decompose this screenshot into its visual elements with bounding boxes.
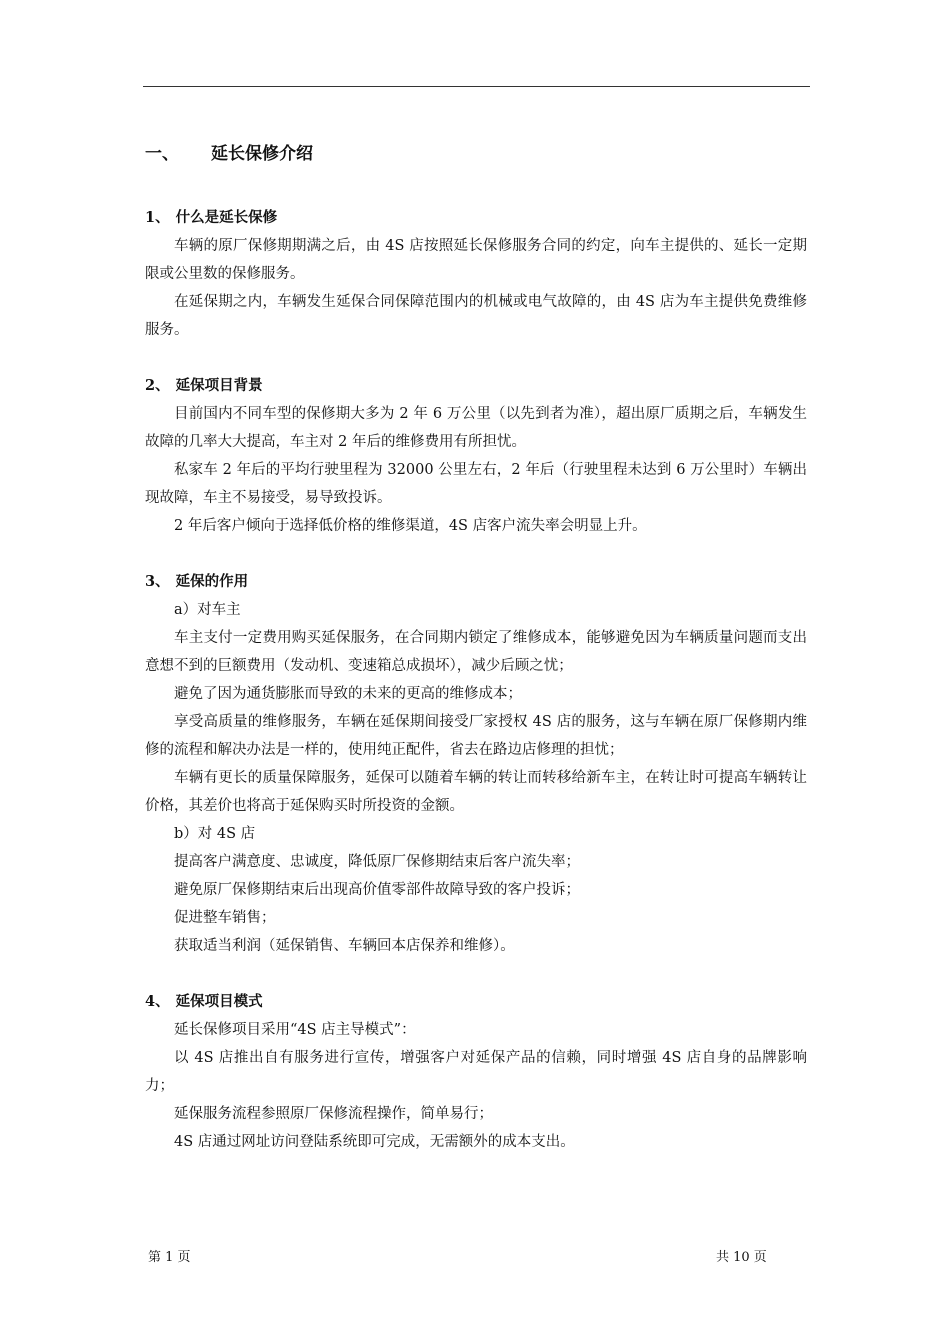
page-total: 共 10 页	[716, 1250, 767, 1265]
sections	[145, 204, 807, 1156]
paragraph: 避免原厂保修期结束后出现高价值零部件故障导致的客户投诉；	[174, 882, 580, 898]
section-title: 延保项目模式	[175, 993, 263, 1010]
paragraph: 车辆的原厂保修期期满之后，由 4S 店按照延长保修服务合同的约定，向车主提供的、延长一定期限或公里数的保修服务。	[145, 238, 807, 282]
chapter-title: 延长保修介绍	[211, 144, 313, 164]
header-rule	[143, 86, 810, 87]
paragraph: 避免了因为通货膨胀而导致的未来的更高的维修成本；	[174, 686, 522, 702]
section-title: 什么是延长保修	[175, 209, 278, 226]
paragraph: 2 年后客户倾向于选择低价格的维修渠道，4S 店客户流失率会明显上升。	[174, 518, 647, 534]
section-number: 4、	[145, 993, 170, 1010]
section	[145, 372, 807, 540]
section-number: 2、	[145, 377, 170, 394]
section	[145, 568, 807, 960]
paragraph: 私家车 2 年后的平均行驶里程为 32000 公里左右，2 年后（行驶里程未达到 6 万公里时）车辆出现故障，车主不易接受，易导致投诉。	[145, 462, 807, 506]
paragraph: 促进整车销售；	[174, 910, 276, 926]
paragraph: 车主支付一定费用购买延保服务，在合同期内锁定了维修成本，能够避免因为车辆质量问题而支出意想不到的巨额费用（发动机、变速箱总成损坏），减少后顾之忧；	[145, 630, 807, 674]
section-title: 延保的作用	[175, 573, 249, 590]
paragraph: 延保服务流程参照原厂保修流程操作，简单易行；	[174, 1106, 493, 1122]
section-heading	[145, 568, 807, 596]
section-heading	[145, 204, 807, 232]
subheading: b）对 4S 店	[174, 826, 256, 842]
paragraph: 获取适当利润（延保销售、车辆回本店保养和维修）。	[174, 938, 515, 954]
paragraph: 在延保期之内，车辆发生延保合同保障范围内的机械或电气故障的，由 4S 店为车主提供免费维修服务。	[145, 294, 807, 338]
paragraph: 延长保修项目采用“4S 店主导模式”：	[174, 1022, 416, 1038]
paragraph: 提高客户满意度、忠诚度，降低原厂保修期结束后客户流失率；	[174, 854, 580, 870]
section-heading	[145, 988, 807, 1016]
paragraph: 车辆有更长的质量保障服务，延保可以随着车辆的转让而转移给新车主，在转让时可提高车辆转让价格，其差价也将高于延保购买时所投资的金额。	[145, 770, 807, 814]
chapter-number: 一、	[145, 144, 179, 164]
section-number: 1、	[145, 209, 170, 226]
paragraph: 以 4S 店推出自有服务进行宣传，增强客户对延保产品的信赖，同时增强 4S 店自身的品牌影响力；	[145, 1050, 807, 1094]
paragraph: 享受高质量的维修服务，车辆在延保期间接受厂家授权 4S 店的服务，这与车辆在原厂保修期内维修的流程和解决办法是一样的，使用纯正配件，省去在路边店修理的担忧；	[145, 714, 807, 758]
chapter-heading	[145, 140, 807, 168]
section	[145, 204, 807, 344]
paragraph: 目前国内不同车型的保修期大多为 2 年 6 万公里（以先到者为准），超出原厂质期之后，车辆发生故障的几率大大提高，车主对 2 年后的维修费用有所担忧。	[145, 406, 807, 450]
page-number: 第 1 页	[148, 1250, 191, 1265]
paragraph: 4S 店通过网址访问登陆系统即可完成，无需额外的成本支出。	[174, 1134, 575, 1150]
section-title: 延保项目背景	[175, 377, 263, 394]
section-number: 3、	[145, 573, 170, 590]
document-body	[145, 140, 807, 1184]
subheading: a）对车主	[174, 602, 241, 618]
section	[145, 988, 807, 1156]
section-heading	[145, 372, 807, 400]
